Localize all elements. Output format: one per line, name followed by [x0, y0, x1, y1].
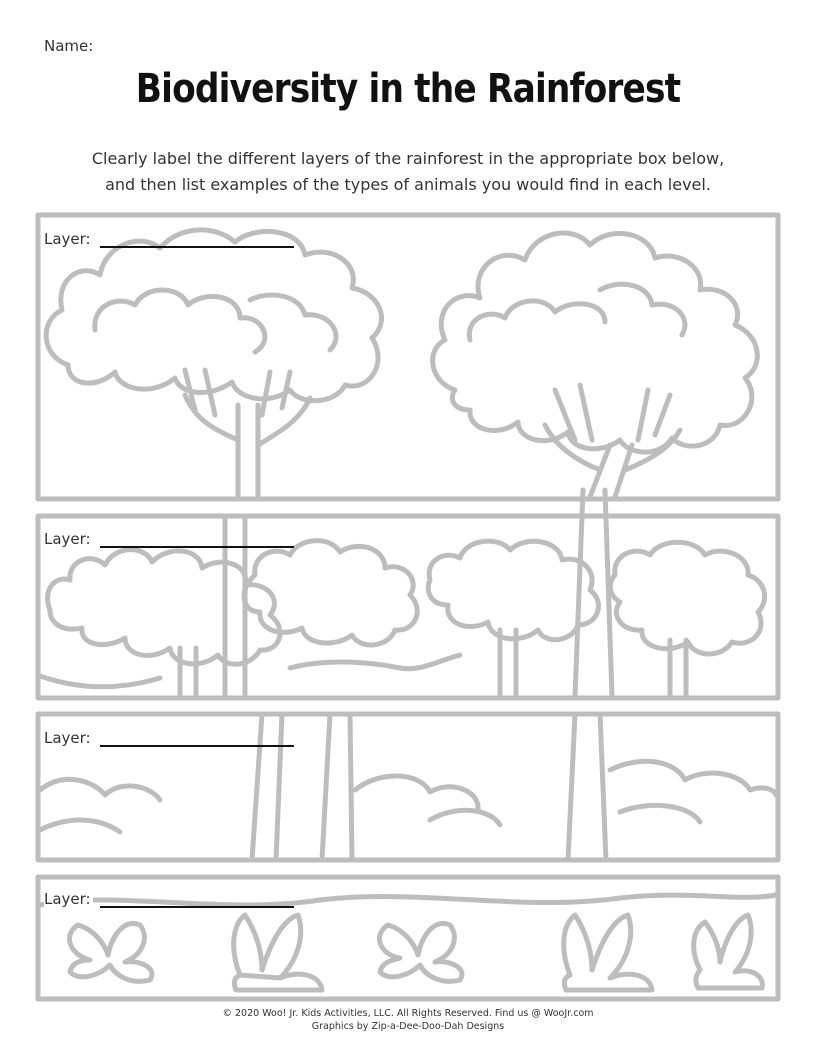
- forest-floor-plants: [40, 895, 776, 990]
- name-label: Name:: [44, 37, 94, 55]
- footer-copyright: © 2020 Woo! Jr. Kids Activities, LLC. All Rights Reserved. Find us @ WooJr.com: [222, 1008, 594, 1019]
- canopy-trees: [40, 490, 765, 696]
- footer-credits: Graphics by Zip-a-Dee-Doo-Dah Designs: [311, 1021, 505, 1032]
- layer-answer-line-4[interactable]: [100, 906, 294, 908]
- panel-frame-understory: [38, 714, 778, 860]
- instructions-line-1: Clearly label the different layers of the rainforest in the appropriate box below,: [91, 149, 725, 168]
- layer-label-1: Layer:: [44, 230, 91, 248]
- layer-label-4: Layer:: [44, 890, 91, 908]
- understory-trunks-bushes: [40, 714, 776, 860]
- layer-label-3: Layer:: [44, 729, 91, 747]
- emergent-tree-right: [433, 233, 758, 497]
- instructions-line-2: and then list examples of the types of animals you would find in each level.: [105, 175, 711, 194]
- layer-label-2: Layer:: [44, 530, 91, 548]
- layer-answer-line-3[interactable]: [100, 745, 294, 747]
- emergent-tree-left: [46, 230, 381, 495]
- layer-answer-line-1[interactable]: [100, 246, 294, 248]
- page-title: Biodiversity in the Rainforest: [135, 66, 681, 112]
- footer: [0, 1007, 816, 1033]
- layer-answer-line-2[interactable]: [100, 546, 294, 548]
